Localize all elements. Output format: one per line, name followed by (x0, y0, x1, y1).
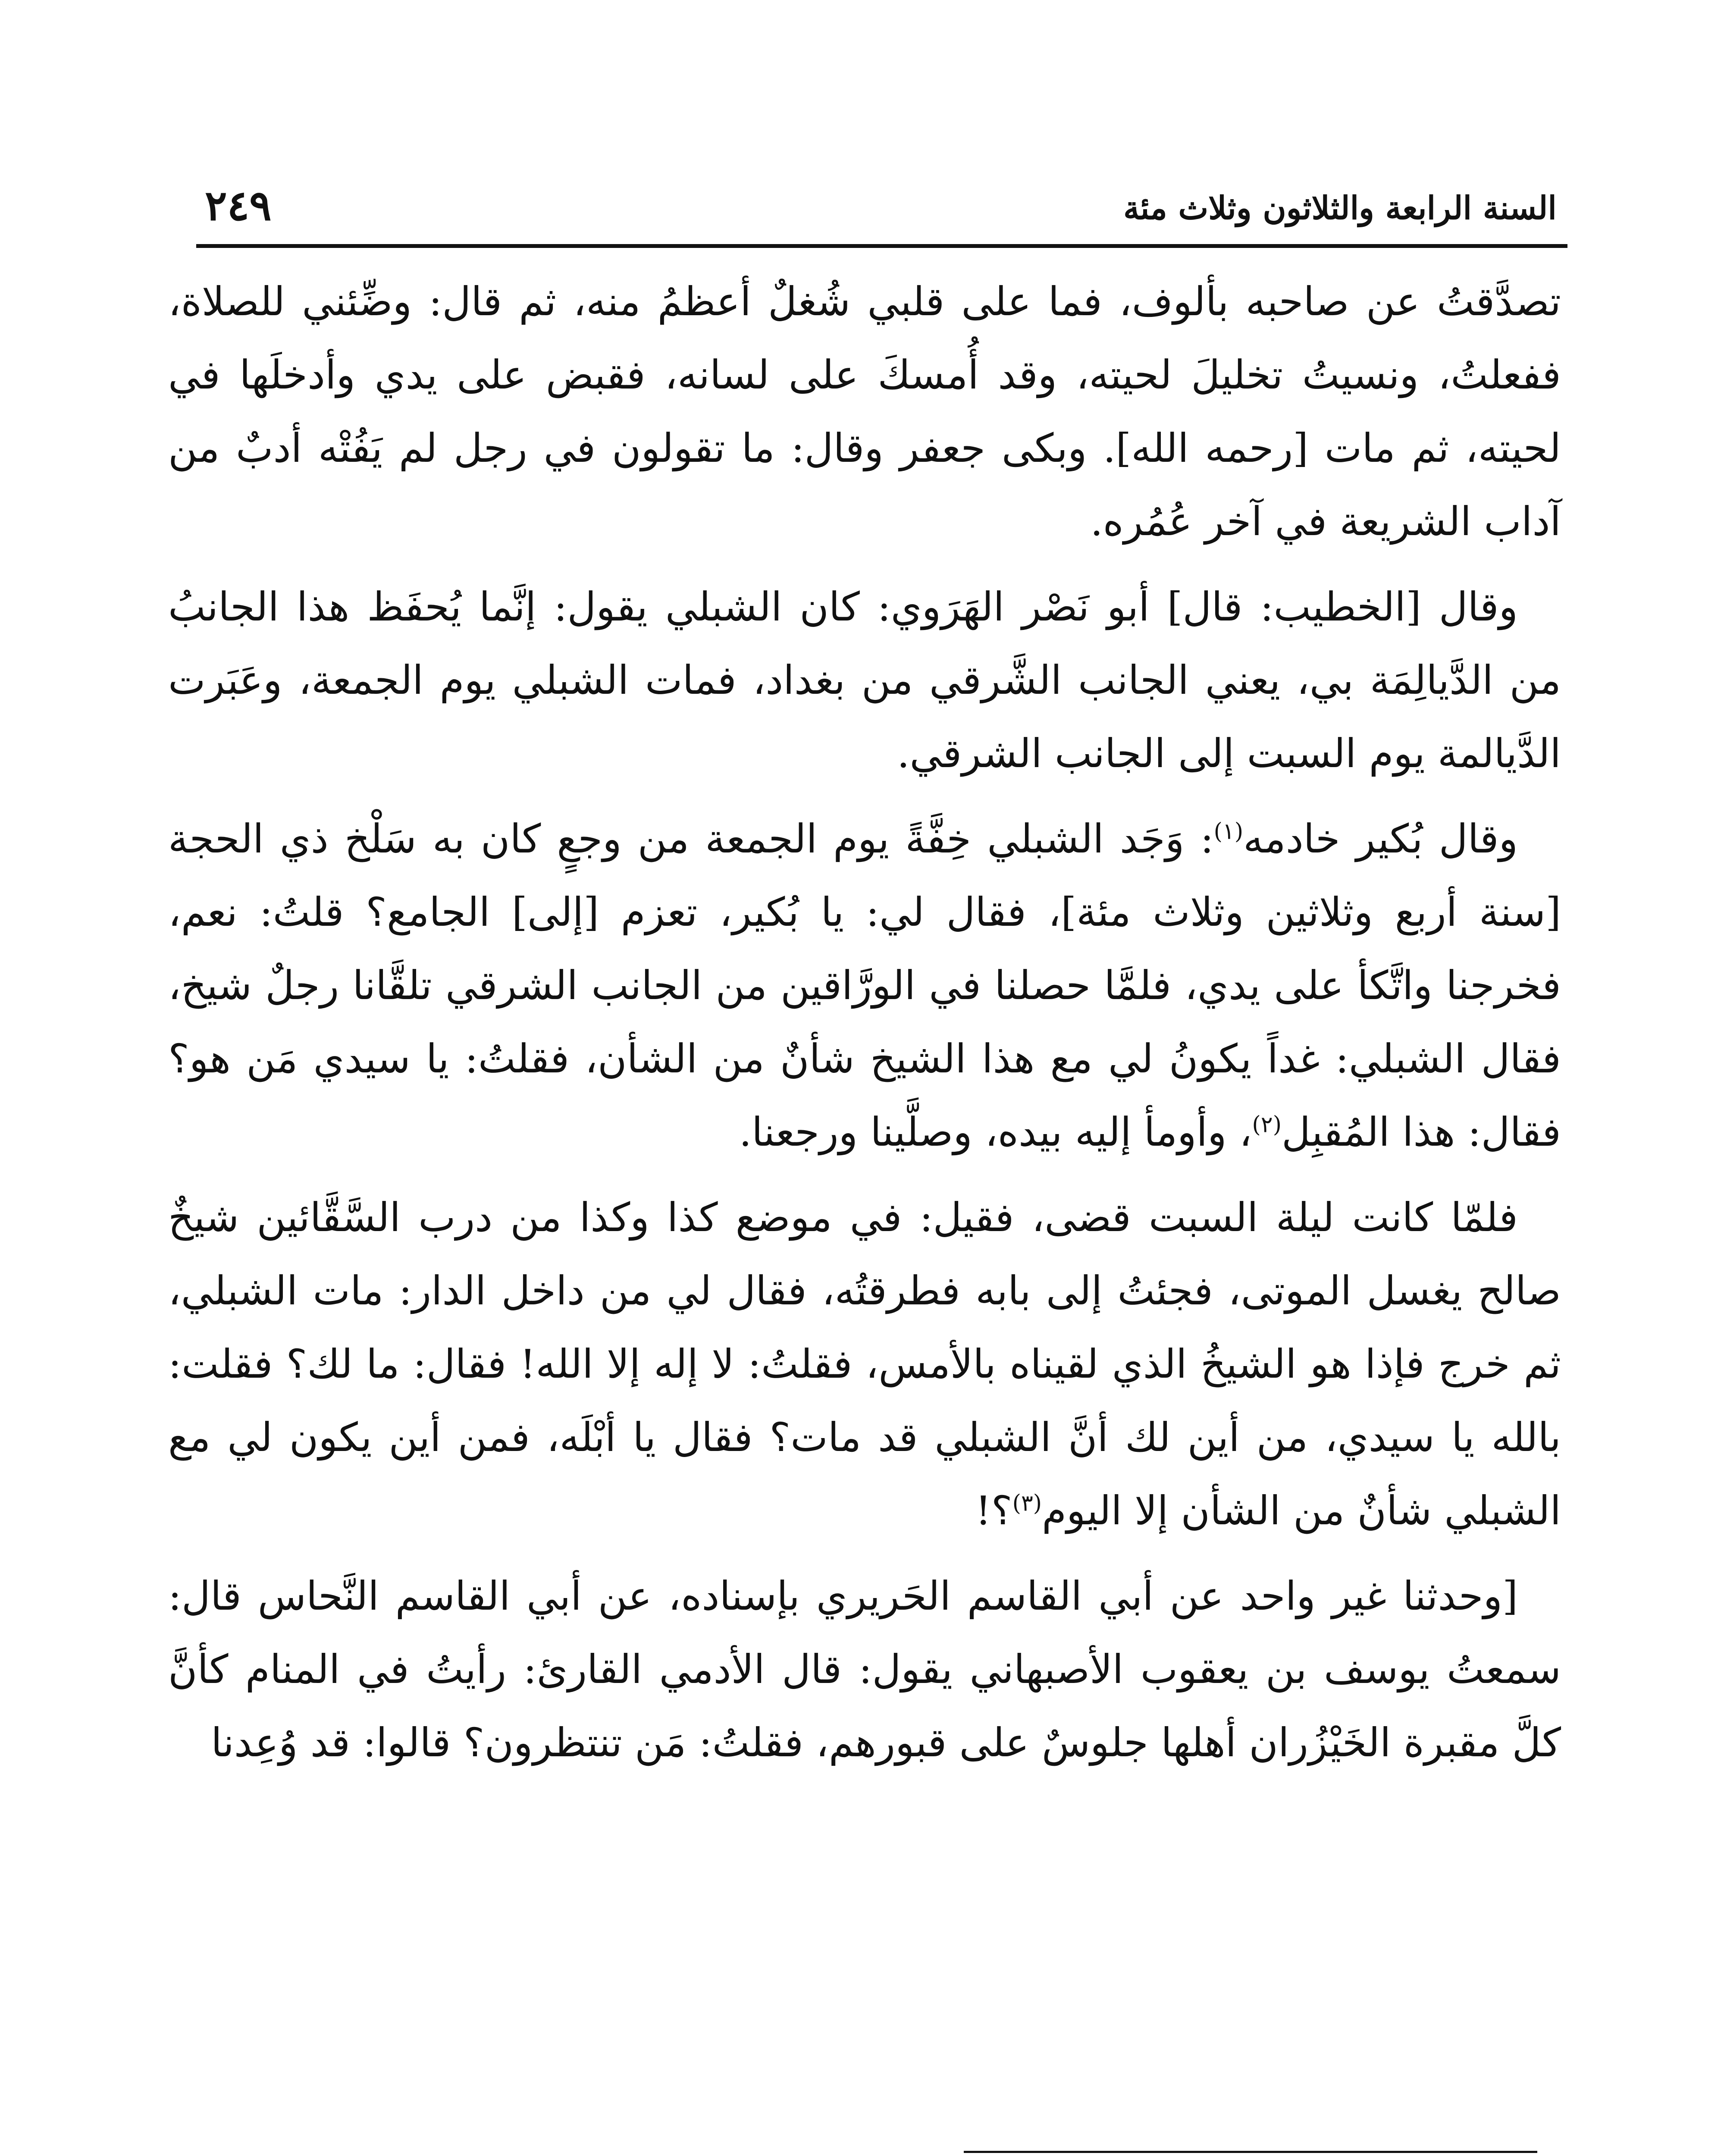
paragraph-3-part-3: ، وأومأ إليه بيده، وصلَّينا ورجعنا. (739, 1109, 1252, 1155)
page-number: ٢٤٩ (205, 181, 272, 230)
paragraph-5: [وحدثنا غير واحد عن أبي القاسم الحَريري بإسناده، عن أبي القاسم النَّحاس قال: سمعتُ يوسف بن يعقوب الأصبهاني يقول: قال الأدمي القارئ: رأيتُ في المنام كأنَّ كلَّ مقبرة الخَيْزُران أهلها جلوسٌ على قبورهم، فقلتُ: مَن تنتظرون؟ قالوا: قد وُعِدنا (168, 1573, 1561, 1766)
paragraph-3-part-1: وقال بُكير خادمه (1243, 816, 1518, 862)
header-rule (196, 244, 1567, 248)
paragraph-2: وقال [الخطيب: قال] أبو نَصْر الهَرَوي: كان الشبلي يقول: إنَّما يُحفَظ هذا الجانبُ من الدَّيالِمَة بي، يعني الجانب الشَّرقي من بغداد، فمات الشبلي يوم الجمعة، وعَبَرت الدَّيالمة يوم السبت إلى الجانب الشرقي. (168, 584, 1561, 777)
footnote-separator (964, 2151, 1537, 2153)
paragraph-4-part-1: فلمّا كانت ليلة السبت قضى، فقيل: في موضع كذا وكذا من درب السَّقَّائين شيخٌ صالح يغسل الموتى، فجئتُ إلى بابه فطرقتُه، فقال لي من داخل الدار: مات الشبلي، ثم خرج فإذا هو الشيخُ الذي لقيناه بالأمس، فقلتُ: لا إله إلا الله! فقال: ما لك؟ فقلت: بالله يا سيدي، من أين لك أنَّ الشبلي قد مات؟ فقال يا أبْلَه، فمن أين يكون لي مع الشبلي شأنٌ من الشأن إلا اليوم (168, 1194, 1561, 1534)
main-text (168, 265, 1561, 1792)
page-header (196, 177, 1557, 250)
running-title: السنة الرابعة والثلاثون وثلاث مئة (1123, 190, 1557, 227)
paragraph-4-part-2: ؟! (975, 1488, 1012, 1534)
paragraph-3-part-2: : وَجَد الشبلي خِفَّةً يوم الجمعة من وجعٍ كان به سَلْخ ذي الحجة [سنة أربع وثلاثين وثلاث مئة]، فقال لي: يا بُكير، تعزم [إلى] الجامع؟ قلتُ: نعم، فخرجنا واتَّكأ على يدي، فلمَّا حصلنا في الورَّاقين من الجانب الشرقي تلقَّانا رجلٌ شيخ، فقال الشبلي: غداً يكونُ لي مع هذا الشيخ شأنٌ من الشأن، فقلتُ: يا سيدي مَن هو؟ فقال: هذا المُقبِل (168, 816, 1561, 1155)
paragraph-1: تصدَّقتُ عن صاحبه بألوف، فما على قلبي شُغلٌ أعظمُ منه، ثم قال: وضِّئني للصلاة، ففعلتُ، ونسيتُ تخليلَ لحيته، وقد أُمسكَ على لسانه، فقبض على يدي وأدخلَها في لحيته، ثم مات [رحمه الله]. وبكى جعفر وقال: ما تقولون في رجل لم يَفُتْه أدبٌ من آداب الشريعة في آخر عُمُره. (168, 279, 1561, 545)
footnote-ref-3[interactable]: (٣) (1012, 1490, 1042, 1517)
footnote-ref-1[interactable]: (١) (1213, 818, 1244, 845)
paragraph-4 (168, 1181, 1561, 1548)
paragraph-3 (168, 802, 1561, 1169)
footnote-ref-2[interactable]: (٢) (1252, 1112, 1282, 1138)
